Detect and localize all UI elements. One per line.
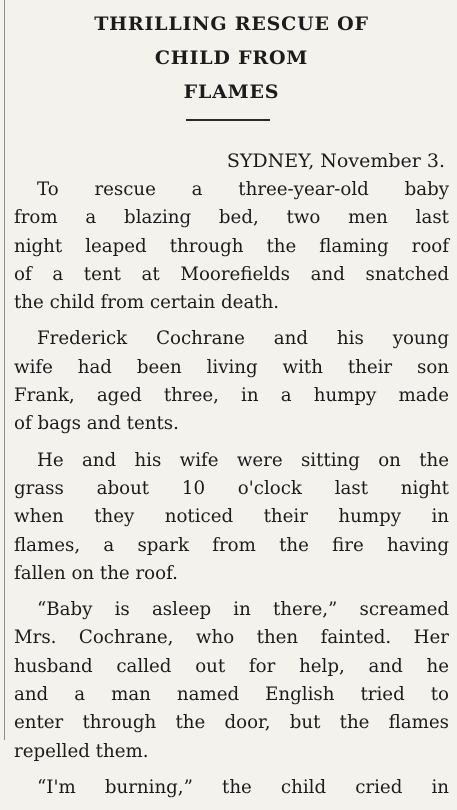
text-line: fallen on the roof. [14,562,178,584]
text-line: Frederick Cochrane and his young [37,328,449,350]
text-line: and a man named English tried to [14,684,449,706]
text-line: the child from certain death. [14,292,280,314]
column-rule [4,0,5,740]
text-line: husband called out for help, and he [14,655,449,677]
text-line: night leaped through the flaming roof [14,235,449,257]
text-line: when they noticed their humpy in [14,506,449,528]
headline-line-2: CHILD FROM [154,47,309,69]
text-line: He and his wife were sitting on the [37,449,449,471]
headline-line-1: THRILLING RESCUE OF [94,13,369,35]
headline-line-3: FLAMES [183,81,280,103]
text-line: flames, a spark from the fire having [14,534,449,556]
text-line: from a blazing bed, two men last [14,207,449,229]
text-line: “Baby is asleep in there,” screamed [37,599,449,621]
headline-divider [186,119,270,121]
text-line: grass about 10 o'clock last night [14,477,449,499]
text-line: of bags and tents. [14,413,179,435]
paragraph-5 [14,774,449,802]
text-line: To rescue a three-year-old baby [37,179,449,200]
paragraph-3 [14,447,449,588]
article-body [14,176,449,810]
text-line: of a tent at Moorefields and snatched [14,263,449,285]
paragraph-1 [14,176,449,317]
text-line: repelled them. [14,740,149,762]
text-line: enter through the door, but the flames [14,712,449,734]
paragraph-4 [14,596,449,766]
dateline: SYDNEY, November 3. [226,150,445,172]
text-line: Frank, aged three, in a humpy made [14,385,449,407]
text-line: Mrs. Cochrane, who then fainted. Her [14,627,449,649]
paragraph-2 [14,325,449,438]
text-line: wife had been living with their son [14,356,449,378]
text-line: “I'm burning,” the child cried in [37,776,449,798]
